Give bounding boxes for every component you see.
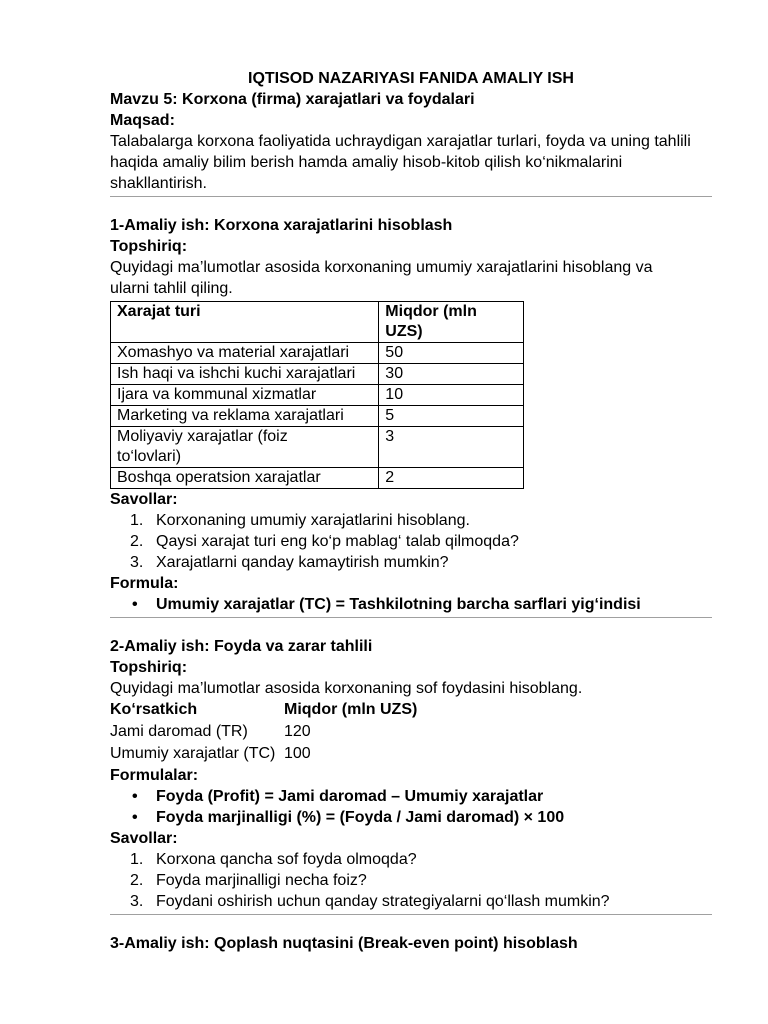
table-row (110, 743, 417, 765)
task2-questions-label: Savollar: (110, 830, 178, 847)
table-row (110, 721, 417, 743)
table-cell-value: 50 (379, 343, 524, 364)
table-row (111, 406, 524, 427)
table-cell-value: 5 (379, 406, 524, 427)
expenses-table (110, 301, 524, 489)
table-cell-value: 10 (379, 385, 524, 406)
table-cell-label (111, 427, 379, 468)
task2-formula-list (110, 786, 712, 828)
task1-formula-label: Formula: (110, 575, 179, 592)
list-item: 3. Xarajatlarni qanday kamaytirish mumkin? (130, 554, 449, 571)
table-cell-label: Ish haqi va ishchi kuchi xarajatlari (111, 364, 379, 385)
table-cell-value: 30 (379, 364, 524, 385)
bullet-icon: • (132, 788, 138, 805)
task1-task-text-line-1: Quyidagi ma’lumotlar asosida korxonaning umumiy xarajatlarini hisoblang va (110, 259, 653, 276)
task2-task-label: Topshiriq: (110, 659, 188, 676)
table-header-cell: Miqdor (mln UZS) (379, 302, 524, 343)
goal-text-line-2: haqida amaliy bilim berish hamda amaliy hisob-kitob qilish ko‘nikmalarini (110, 154, 623, 171)
table-cell-label-line: to‘lovlari) (117, 448, 182, 465)
goal-text-line-3: shakllantirish. (110, 175, 207, 192)
table-cell-label: Marketing va reklama xarajatlari (111, 406, 379, 427)
table-header-cell: Miqdor (mln UZS) (284, 701, 418, 718)
list-item: 1. Korxona qancha sof foyda olmoqda? (130, 851, 417, 868)
list-item: 2. Foyda marjinalligi necha foiz? (130, 872, 367, 889)
goal-text-line-1: Talabalarga korxona faoliyatida uchraydigan xarajatlar turlari, foyda va uning tahlili (110, 133, 691, 150)
table-row (111, 364, 524, 385)
task1-task-label: Topshiriq: (110, 238, 188, 255)
document-title: IQTISOD NAZARIYASI FANIDA AMALIY ISH (248, 70, 574, 87)
table-cell-label: Jami daromad (TR) (110, 723, 248, 740)
profit-table (110, 699, 417, 765)
table-row (111, 468, 524, 489)
list-item: • Umumiy xarajatlar (TC) = Tashkilotning barcha sarflari yig‘indisi (132, 596, 641, 613)
task2-formula-label: Formulalar: (110, 767, 199, 784)
document-page (110, 68, 712, 954)
table-header-row (110, 699, 417, 721)
list-item: • Foyda marjinalligi (%) = (Foyda / Jami daromad) × 100 (132, 809, 565, 826)
task2-heading: 2-Amaliy ish: Foyda va zarar tahlili (110, 638, 373, 655)
table-cell-label-line: Moliyaviy xarajatlar (foiz (117, 428, 288, 445)
table-cell-value: 3 (379, 427, 524, 468)
task1-heading: 1-Amaliy ish: Korxona xarajatlarini hisoblash (110, 217, 453, 234)
table-cell-label: Boshqa operatsion xarajatlar (111, 468, 379, 489)
table-cell-label: Umumiy xarajatlar (TC) (110, 745, 276, 762)
topic-heading: Mavzu 5: Korxona (firma) xarajatlari va foydalari (110, 91, 475, 108)
table-cell-value: 120 (284, 723, 311, 740)
table-row (111, 343, 524, 364)
task3-heading: 3-Amaliy ish: Qoplash nuqtasini (Break-even point) hisoblash (110, 935, 578, 952)
task2-questions-list (110, 849, 712, 912)
table-cell-value: 2 (379, 468, 524, 489)
task1-questions-label: Savollar: (110, 491, 178, 508)
task1-task-text-line-2: ularni tahlil qiling. (110, 280, 233, 297)
table-header-row (111, 302, 524, 343)
table-row (111, 385, 524, 406)
table-header-cell: Xarajat turi (111, 302, 379, 343)
list-item: 1. Korxonaning umumiy xarajatlarini hisoblang. (130, 512, 470, 529)
list-item: 3. Foydani oshirish uchun qanday strategiyalarni qo‘llash mumkin? (130, 893, 610, 910)
table-cell-label: Xomashyo va material xarajatlari (111, 343, 379, 364)
table-cell-value: 100 (284, 745, 311, 762)
bullet-icon: • (132, 809, 138, 826)
bullet-icon: • (132, 596, 138, 613)
task2-task-text: Quyidagi ma’lumotlar asosida korxonaning sof foydasini hisoblang. (110, 680, 583, 697)
list-item: 2. Qaysi xarajat turi eng ko‘p mablag‘ talab qilmoqda? (130, 533, 519, 550)
task1-formula-list (110, 594, 712, 615)
goal-label: Maqsad: (110, 112, 175, 129)
table-header-cell: Ko‘rsatkich (110, 701, 198, 718)
list-item: • Foyda (Profit) = Jami daromad – Umumiy xarajatlar (132, 788, 544, 805)
task1-questions-list (110, 510, 712, 573)
table-row (111, 427, 524, 468)
table-cell-label: Ijara va kommunal xizmatlar (111, 385, 379, 406)
